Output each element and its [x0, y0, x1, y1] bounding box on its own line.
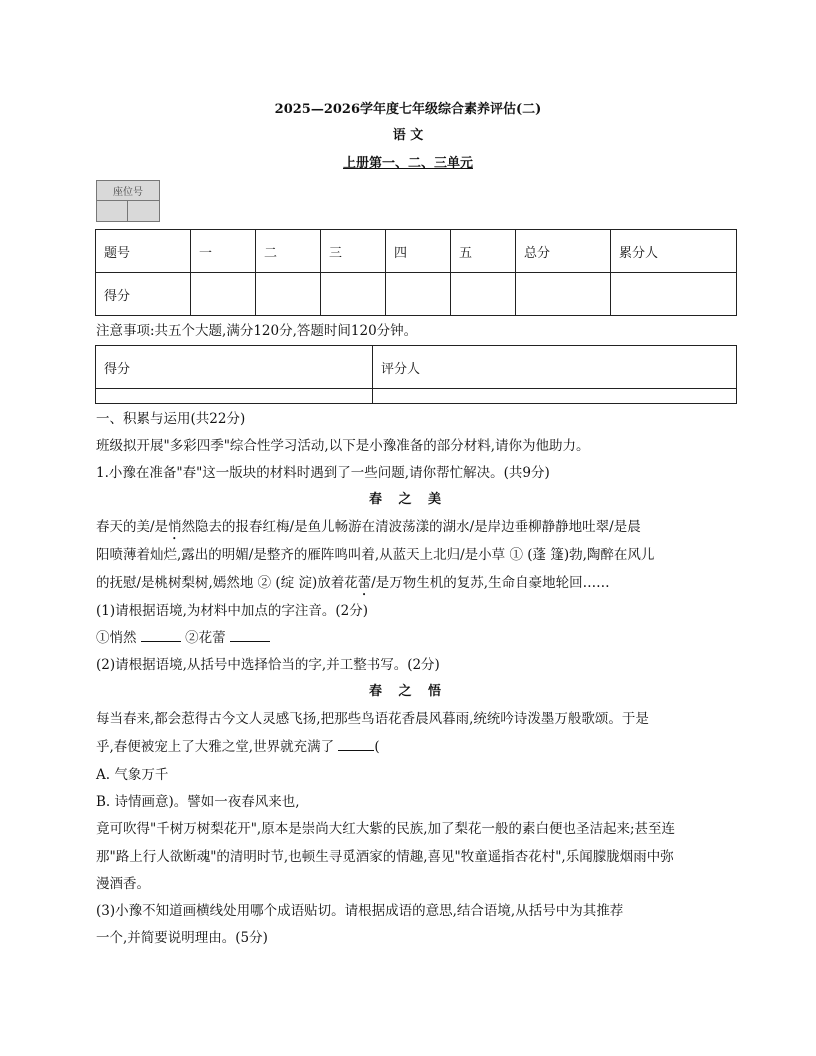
score-header-cell: 二 — [256, 230, 321, 273]
score-cell[interactable] — [611, 273, 737, 316]
passage1-line2: 阳喷薄着灿烂,露出的明媚/是整齐的雁阵鸣叫着,从蓝天上北归/是小草 ① (蓬 篷)勃,陶醉在风儿 — [96, 547, 655, 563]
score-row-label: 得分 — [96, 273, 191, 316]
spring-beauty-title: 春 之 美 — [368, 492, 448, 507]
passage2-line3: 竟可吹得"千树万树梨花开",原本是崇尚大红大紫的民族,加了梨花一般的素白便也圣洁起来;甚至连 — [96, 821, 676, 837]
passage-text: /是万物生机的复苏,生命自豪地轮回…… — [371, 575, 610, 591]
answer-blank-1[interactable] — [141, 629, 181, 642]
section1-heading: 一、积累与运用(共22分) — [96, 411, 246, 427]
question-1-2: (2)请根据语境,从括号中选择恰当的字,并工整书写。(2分) — [96, 657, 440, 673]
score-header-cell: 题号 — [96, 230, 191, 273]
seat-number-box — [96, 180, 160, 222]
seat-divider-v — [127, 200, 128, 221]
seat-number-label: 座位号 — [113, 187, 143, 198]
answer-label: ②花蕾 — [185, 630, 226, 646]
option-a: A. 气象万千 — [96, 767, 169, 783]
score-cell[interactable] — [516, 273, 611, 316]
passage2-line4: 那"路上行人欲断魂"的清明时节,也顿生寻觅酒家的情趣,喜见"牧童遥指杏花村",乐闻朦胧烟雨中弥 — [96, 849, 674, 865]
passage2-line2 — [96, 735, 380, 755]
passage2-line5: 漫酒香。 — [96, 876, 150, 892]
score-cell[interactable] — [386, 273, 451, 316]
score-header-cell: 五 — [451, 230, 516, 273]
scope-title — [0, 152, 816, 171]
grade-table — [95, 345, 737, 404]
passage-text: 乎,春便被宠上了大雅之堂,世界就充满了 — [96, 739, 335, 755]
score-header-cell: 一 — [191, 230, 256, 273]
passage2-line1: 每当春来,都会惹得古今文人灵感飞扬,把那些鸟语花香晨风暮雨,统统吟诗泼墨万般歌颂。于是 — [96, 711, 649, 727]
passage-text: ( — [374, 739, 380, 755]
question-1-1: (1)请根据语境,为材料中加点的字注音。(2分) — [96, 603, 369, 619]
dotted-char: 蕾 — [357, 575, 372, 591]
spring-insight-title: 春 之 悟 — [368, 684, 448, 699]
passage1-line3 — [96, 571, 610, 599]
section1-intro: 班级拟开展"多彩四季"综合性学习活动,以下是小豫准备的部分材料,请你为他助力。 — [96, 438, 590, 454]
score-header-cell: 三 — [321, 230, 386, 273]
score-row — [96, 273, 737, 316]
scope-text: 上册第一、二、三单元 — [342, 156, 473, 171]
dotted-char: 悄 — [168, 519, 182, 535]
score-header-cell: 四 — [386, 230, 451, 273]
score-cell[interactable] — [321, 273, 386, 316]
q1-1-answers — [96, 626, 270, 646]
score-table — [95, 229, 737, 316]
score-header-cell: 总分 — [516, 230, 611, 273]
grade-row — [96, 389, 737, 404]
question-1-3-line1: (3)小豫不知道画横线处用哪个成语贴切。请根据成语的意思,结合语境,从括号中为其推荐 — [96, 903, 624, 919]
grade-cell-score[interactable] — [96, 389, 373, 404]
score-header-cell: 累分人 — [611, 230, 737, 273]
idiom-blank[interactable] — [338, 738, 374, 751]
question-1-3-line2: 一个,并简要说明理由。(5分) — [96, 930, 268, 946]
grade-header-score: 得分 — [96, 346, 373, 389]
score-cell[interactable] — [191, 273, 256, 316]
passage-text: 春天的美/是 — [96, 519, 169, 535]
score-cell[interactable] — [451, 273, 516, 316]
passage-text: 的抚慰/是桃树梨树,嫣然地 ② (绽 淀)放着花 — [96, 575, 358, 591]
score-cell[interactable] — [256, 273, 321, 316]
question-1: 1.小豫在准备"春"这一版块的材料时遇到了一些问题,请你帮忙解决。(共9分) — [96, 465, 550, 481]
option-b: B. 诗情画意)。譬如一夜春风来也, — [96, 794, 300, 810]
score-header-row — [96, 230, 737, 273]
passage-text: 然隐去的报春红梅/是鱼儿畅游在清波荡漾的湖水/是岸边垂柳静静地吐翠/是晨 — [181, 519, 641, 535]
exam-title: 2025—2026学年度七年级综合素养评估(二) — [274, 102, 542, 117]
subject-title: 语 文 — [392, 128, 424, 143]
answer-blank-2[interactable] — [230, 629, 270, 642]
notice-text: 注意事项:共五个大题,满分120分,答题时间120分钟。 — [96, 323, 418, 339]
grade-cell-grader[interactable] — [373, 389, 737, 404]
grade-header-row — [96, 346, 737, 389]
passage1-line1 — [96, 515, 641, 543]
grade-header-grader: 评分人 — [373, 346, 737, 389]
answer-label: ①悄然 — [96, 630, 137, 646]
seat-divider-h — [97, 200, 159, 201]
